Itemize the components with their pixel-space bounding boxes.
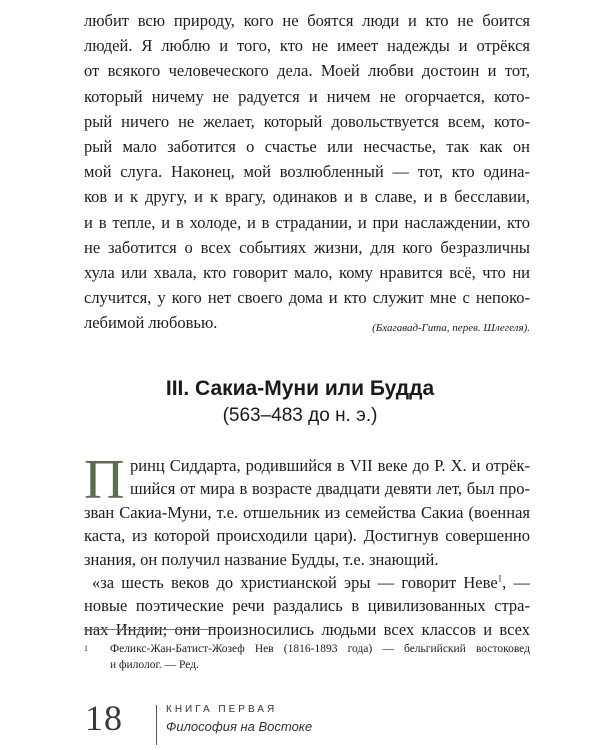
footnote-divider [84, 629, 214, 630]
footer-divider [156, 705, 157, 745]
text-line: шийся от мира в возрасте двадцати девяти лет, был про- [130, 479, 530, 499]
text-line: лебимой любовью. [84, 313, 218, 333]
quote-source: (Бхагавад-Гита, перев. Шлегеля). [372, 322, 530, 334]
text-line: ринц Сиддарта, родившийся в VII веке до Р. Х. и отрёк- [130, 456, 530, 475]
text-line: любит всю природу, кого не боятся люди и кто не боится [84, 11, 530, 30]
footnote-line: и филолог. — Ред. [110, 659, 199, 671]
footnote [84, 641, 530, 673]
text-line: хула или хвала, кто говорит мало, кому нравится всё, что ни [84, 263, 530, 283]
text-line: случится, у кого нет своего дома и кто служит мне с непоко- [84, 288, 530, 308]
quote-paragraph [84, 8, 530, 336]
text-line: людей. Я люблю и того, кто не имеет надежды и отрёкся [84, 36, 530, 56]
running-head-book: КНИГА ПЕРВАЯ [166, 704, 278, 715]
text-line: нах Индии; они произносились людьми всех классов и всех [84, 619, 530, 639]
text-line: знания, он получил название Будды, т.е. знающий. [84, 549, 439, 569]
text-line [84, 571, 530, 594]
text-line: и в тепле, и в холоде, и в страдании, и при наслаждении, кто [84, 212, 530, 232]
running-head-section: Философия на Востоке [166, 719, 313, 734]
footnote-mark: 1 [84, 644, 88, 653]
chapter-dates: (563–483 до н. э.) [222, 405, 378, 426]
drop-cap: П [84, 449, 125, 511]
text-line: от всякого человеческого дела. Моей любви достоин и тот, [84, 61, 530, 81]
footnote-ref[interactable]: 1 [497, 573, 503, 584]
text-line: зван Сакиа-Муни, т.е. отшельник из семейства Сакиа (военная [84, 502, 530, 522]
text-line: рый ничего не желает, который довольствуется всем, кото- [84, 111, 530, 131]
text-fragment: «за шесть веков до христианской эры — говорит Неве [92, 573, 498, 593]
text-line: не заботится о всех событиях жизни, для кого безразличны [84, 237, 530, 257]
text-line: который ничему не радуется и ничем не огорчается, кото- [84, 86, 530, 106]
text-fragment: , — [502, 573, 530, 593]
body-paragraph [84, 449, 530, 641]
text-line: мой слуга. Наконец, мой возлюбленный — тот, кто одина- [84, 162, 530, 182]
text-line: новые поэтические речи раздались в цивилизованных стра- [84, 596, 530, 616]
text-line: ков и к другу, и к врагу, одинаков и в славе, и в бесславии, [84, 187, 530, 207]
text-line: рый мало заботится о счастье или несчастье, так как он [84, 137, 530, 157]
footnote-line: Феликс-Жан-Батист-Жозеф Нев (1816-1893 года) — бельгийский востоковед [110, 643, 530, 655]
page-number: 18 [85, 698, 123, 738]
chapter-title: III. Сакиа-Муни или Будда [165, 377, 435, 400]
text-line: каста, из которой происходили цари). Достигнув совершенно [84, 526, 530, 546]
footnote-text [84, 641, 530, 673]
